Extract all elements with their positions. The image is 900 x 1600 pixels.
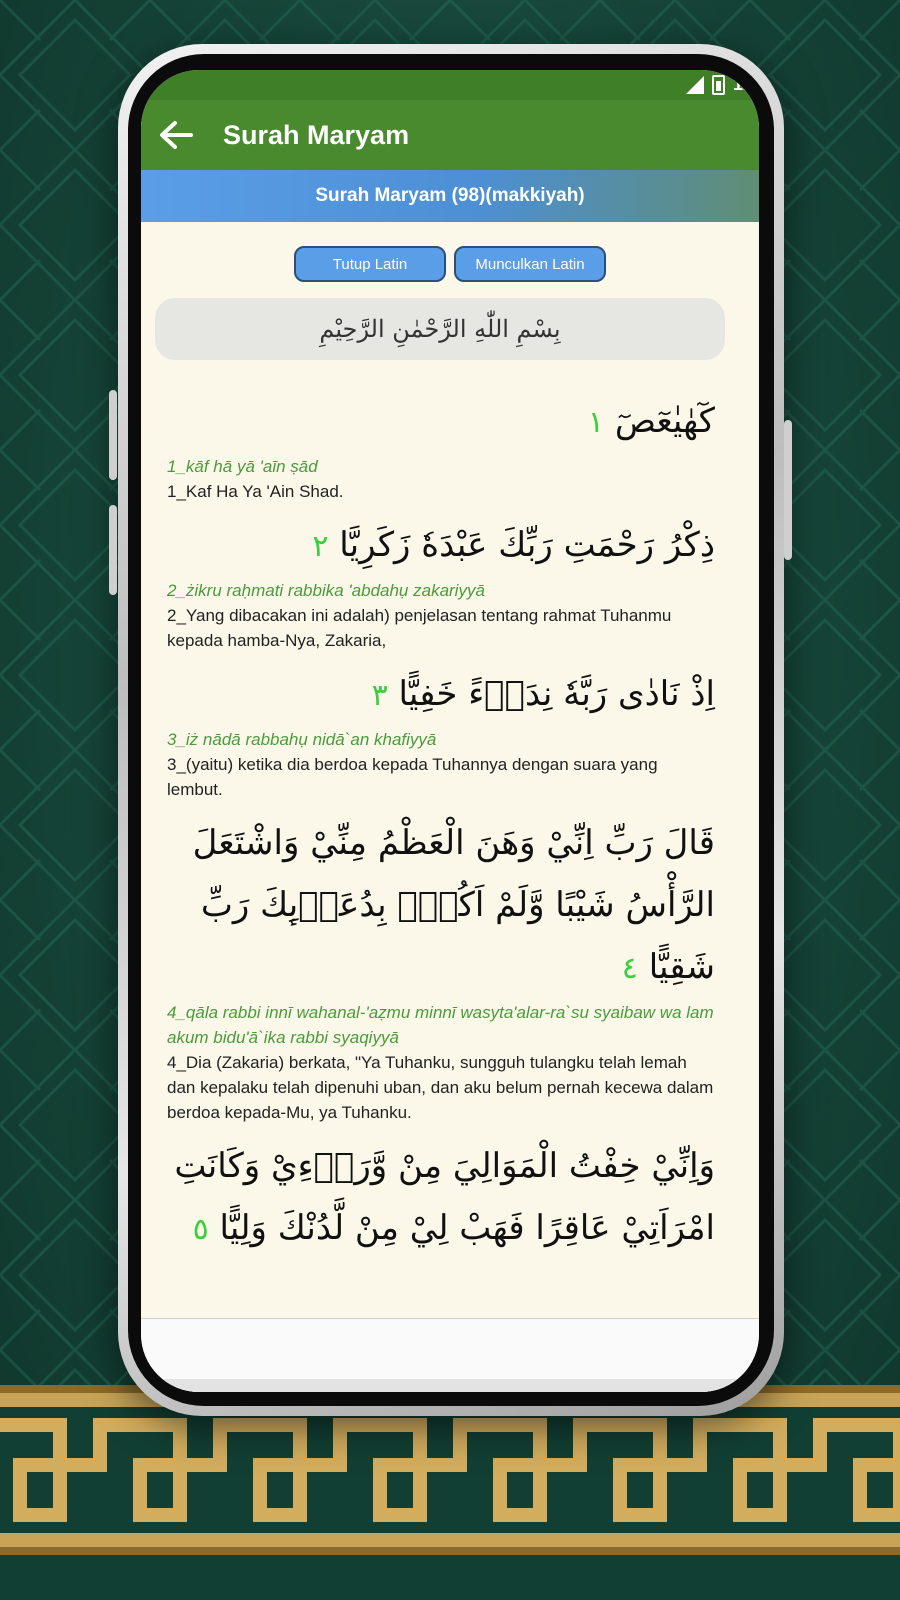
verse-latin: 4_qāla rabbi innī wahanal-'aẓmu minnī wasyta'alar-ra`su syaibaw wa lam akum bidu'ā`ika rabbi syaqiyyā: [167, 1003, 714, 1047]
verse-arabic: ذِكْرُ رَحْمَتِ رَبِّكَ عَبْدَهٗ زَكَرِيَّا ٢: [312, 525, 715, 565]
verse-latin: 2_żikru raḥmati rabbika 'abdahụ zakariyyā: [167, 581, 485, 600]
battery-icon: [712, 75, 725, 95]
verse-item: [167, 663, 715, 802]
verse-translation: 1_Kaf Ha Ya 'Ain Shad.: [167, 482, 344, 501]
bottom-bar-strip: [141, 1379, 759, 1392]
status-bar: [141, 70, 759, 100]
status-time: 12:: [732, 74, 759, 94]
verse-arabic: وَاِنِّيْ خِفْتُ الْمَوَالِيَ مِنْ وَّرَاۤءِيْ وَكَانَتِ امْرَاَتِيْ عَاقِرًا فَهَبْ لِيْ مِنْ لَّدُنْكَ وَلِيًّا ٥: [174, 1146, 715, 1248]
signal-icon: [686, 76, 704, 94]
app-bar: [141, 100, 759, 170]
ayah-number: ١: [587, 405, 604, 440]
verse-translation: 2_Yang dibacakan ini adalah) penjelasan tentang rahmat Tuhanmu kepada hamba-Nya, Zakaria,: [167, 606, 672, 650]
verse-translation: 4_Dia (Zakaria) berkata, "Ya Tuhanku, sungguh tulangku telah lemah dan kepalaku telah dipenuhi uban, dan aku belum pernah kecewa dalam berdoa kepada-Mu, ya Tuhanku.: [167, 1053, 714, 1122]
hide-latin-button[interactable]: Tutup Latin: [294, 246, 446, 282]
ayah-number: ٢: [312, 529, 329, 564]
verse-list[interactable]: [141, 222, 759, 1318]
verses-container: [167, 382, 715, 1261]
phone-side-button: [109, 390, 117, 480]
verse-item: [167, 812, 715, 1125]
verse-arabic: اِذْ نَادٰى رَبَّهٗ نِدَاۤءً خَفِيًّا ٣: [371, 674, 715, 714]
page-title: Surah Maryam: [223, 119, 410, 150]
back-arrow-icon[interactable]: [141, 100, 211, 170]
ayah-number: ٥: [192, 1212, 209, 1247]
phone-side-button: [109, 505, 117, 595]
ornament-bottom-band: [0, 1555, 900, 1600]
latin-toggle-row: [141, 246, 759, 282]
phone-side-button: [784, 420, 792, 560]
verse-arabic: كٓهٰيٰعٓصٓ ١: [587, 401, 715, 441]
verse-latin: 3_iż nādā rabbahụ nidā`an khafiyyā: [167, 730, 437, 749]
basmala: بِسْمِ اللّٰهِ الرَّحْمٰنِ الرَّحِيْمِ: [155, 298, 725, 360]
ayah-number: ٤: [621, 951, 638, 986]
surah-header: Surah Maryam (98)(makkiyah): [141, 170, 759, 222]
verse-item: [167, 1135, 715, 1261]
ayah-number: ٣: [371, 678, 388, 713]
verse-arabic: قَالَ رَبِّ اِنِّيْ وَهَنَ الْعَظْمُ مِنِّيْ وَاشْتَعَلَ الرَّأْسُ شَيْبًا وَّلَمْ اَكُنْۢ بِدُعَاۤىِٕكَ رَبِّ شَقِيًّا ٤: [192, 823, 715, 987]
status-icons: [686, 74, 759, 95]
verse-item: [167, 514, 715, 653]
verse-latin: 1_kāf hā yā 'aīn ṣād: [167, 457, 318, 476]
show-latin-button[interactable]: Munculkan Latin: [454, 246, 606, 282]
verse-item: [167, 390, 715, 504]
verse-translation: 3_(yaitu) ketika dia berdoa kepada Tuhannya dengan suara yang lembut.: [167, 755, 658, 799]
app-screen: [141, 70, 759, 1392]
bottom-bar: [141, 1318, 759, 1392]
